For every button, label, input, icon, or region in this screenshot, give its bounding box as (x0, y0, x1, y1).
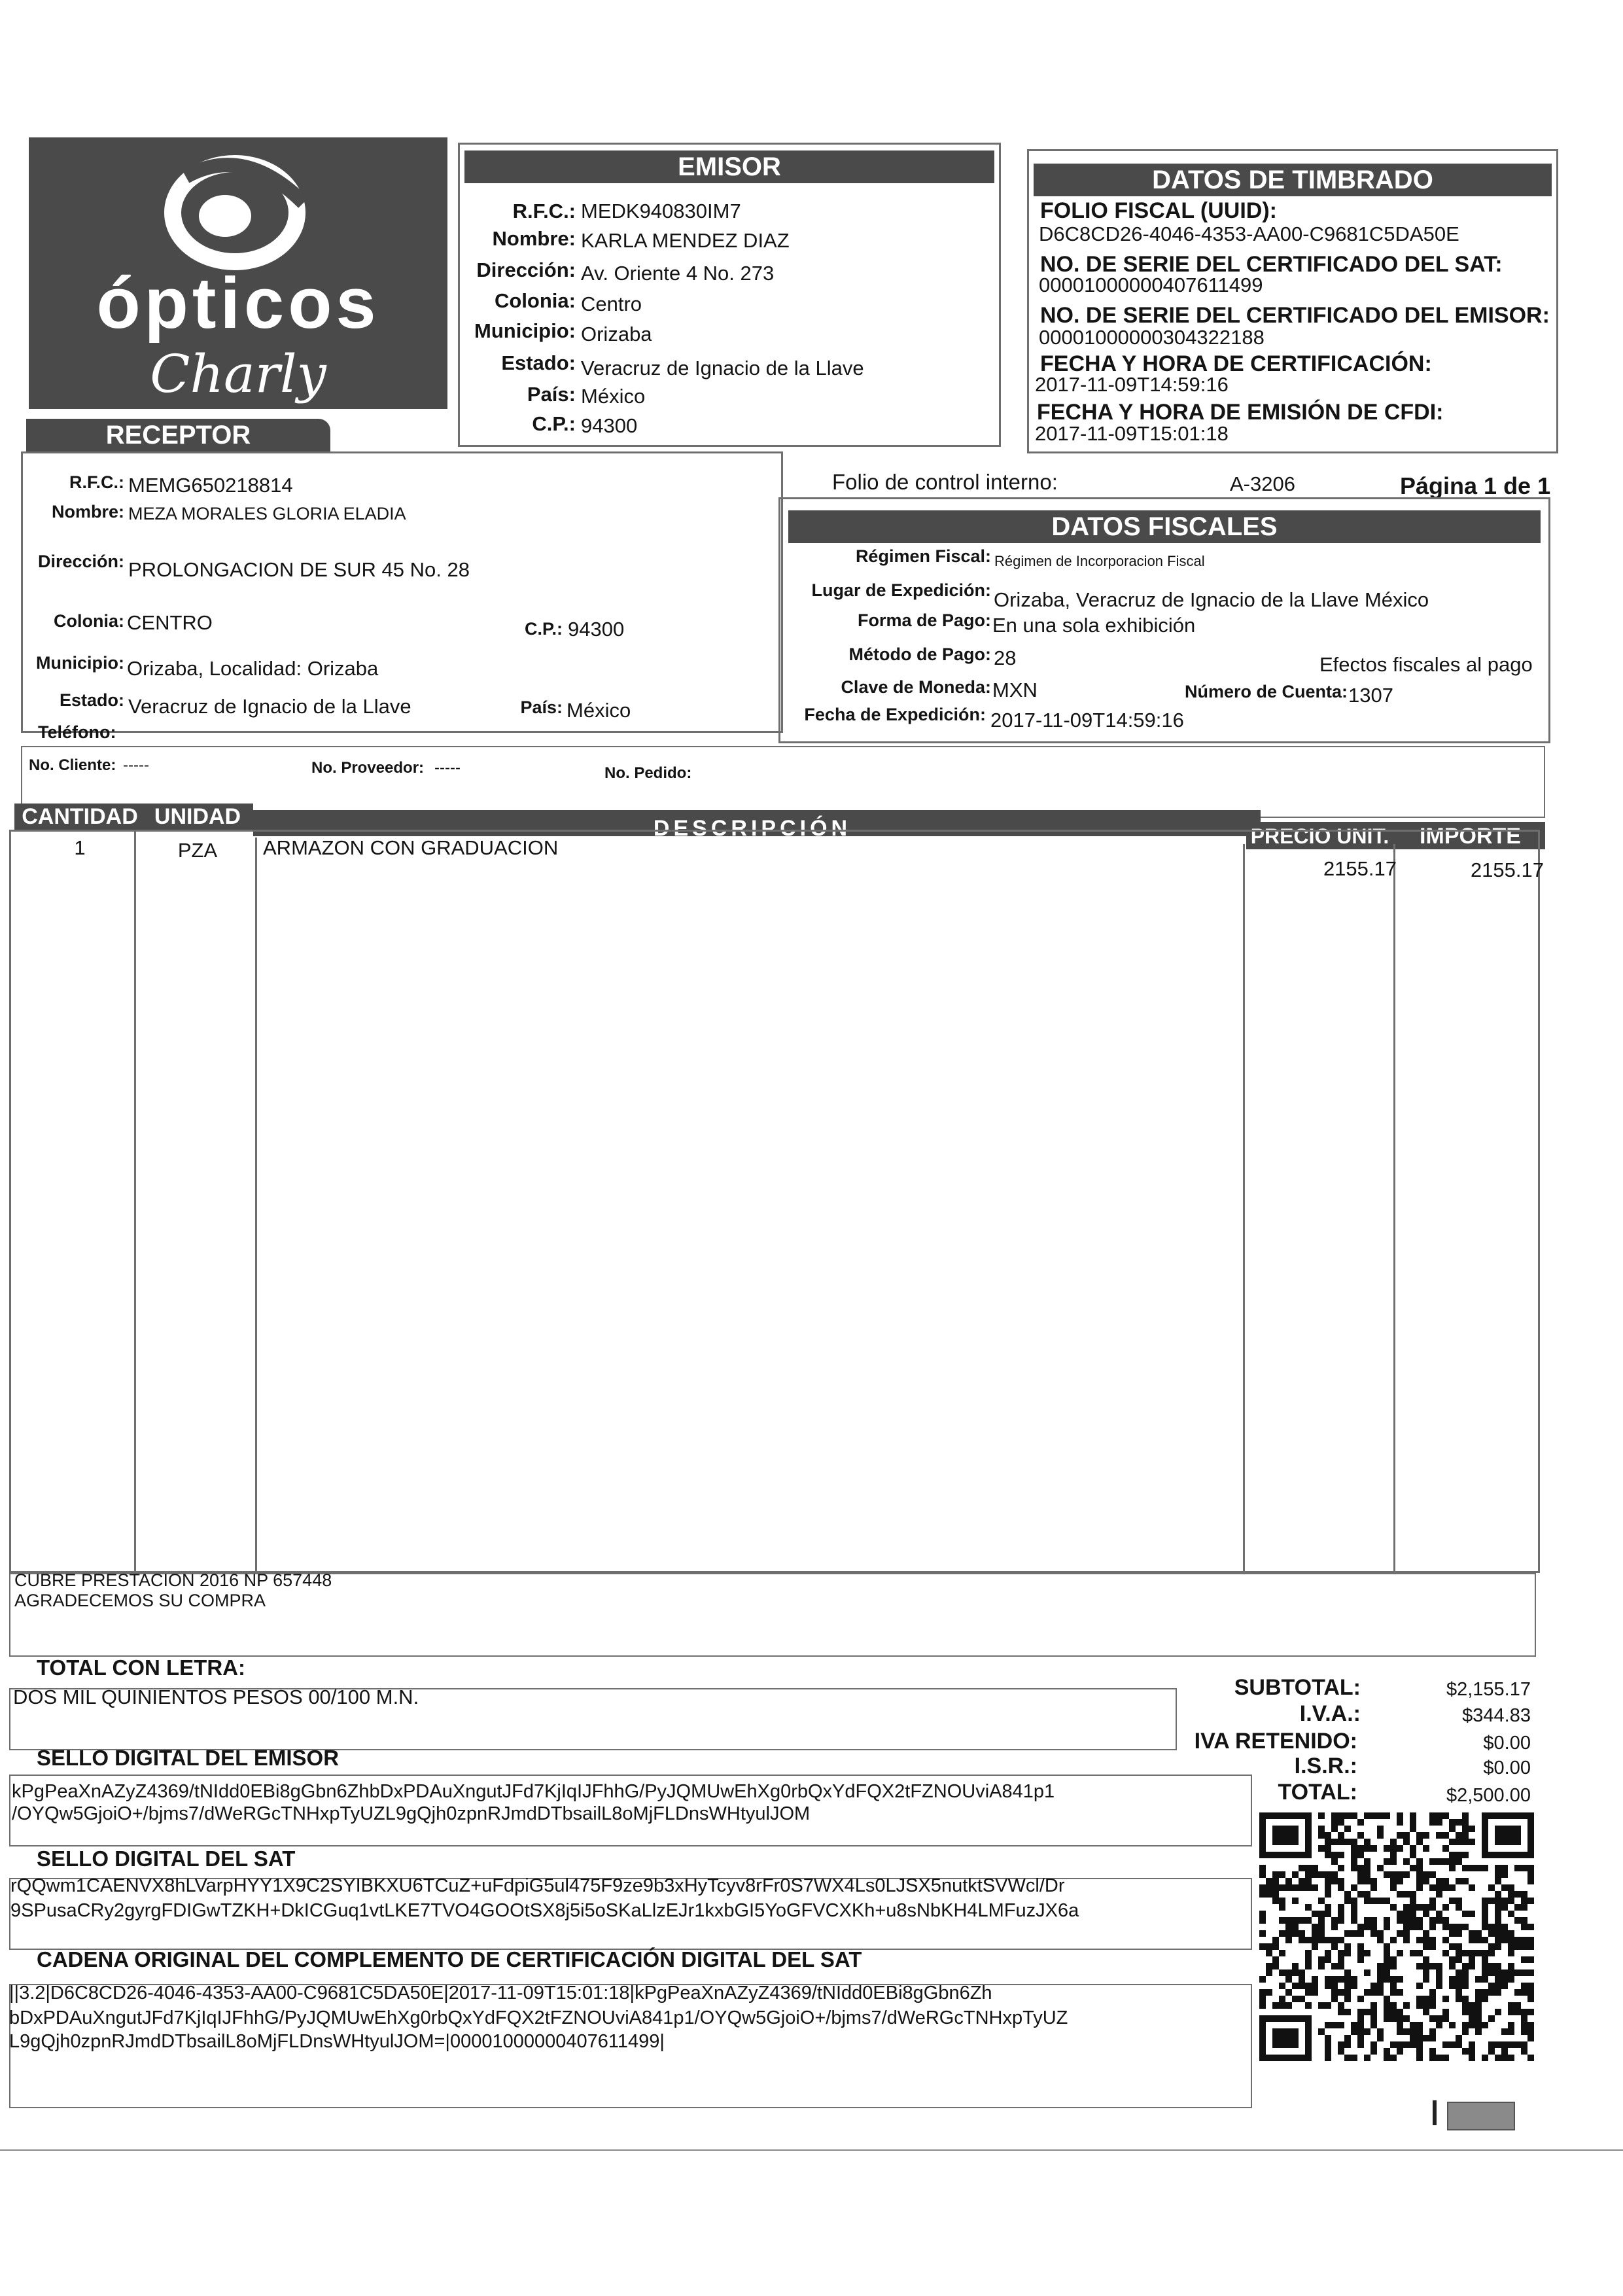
receptor-pais-label: País: (520, 698, 563, 717)
note-line: AGRADECEMOS SU COMPRA (14, 1591, 266, 1610)
row-importe: 2155.17 (1470, 858, 1544, 881)
sello-emisor-label: SELLO DIGITAL DEL EMISOR (37, 1746, 340, 1770)
timbrado-fecha-cert: 2017-11-09T14:59:16 (1035, 373, 1229, 396)
timbrado-cert-sat: 00001000000407611499 (1039, 274, 1263, 296)
isr-value: $0.00 (1483, 1757, 1531, 1778)
fiscales-cuenta-label: Número de Cuenta: (1184, 682, 1348, 701)
emisor-nombre-label: Nombre: (492, 227, 576, 250)
isr-label: I.S.R.: (1294, 1754, 1357, 1778)
logo-script-text: Charly (150, 344, 326, 404)
cliente-label: No. Cliente: (29, 756, 116, 774)
fiscales-regimen: Régimen de Incorporacion Fiscal (994, 553, 1205, 569)
fiscales-lugar-label: Lugar de Expedición: (811, 580, 991, 600)
row-precio: 2155.17 (1323, 857, 1397, 880)
timbrado-cert-emisor: 00001000000304322188 (1039, 326, 1265, 349)
col-cantidad-header: CANTIDAD (22, 804, 138, 829)
subtotal-label: SUBTOTAL: (1234, 1675, 1361, 1700)
col-importe-header: IMPORTE (1420, 824, 1521, 849)
timbrado-fecha-emision-label: FECHA Y HORA DE EMISIÓN DE CFDI: (1037, 400, 1444, 425)
col-divider (1393, 844, 1395, 1573)
receptor-municipio-label: Municipio: (36, 653, 124, 673)
table-body (9, 830, 1540, 1573)
timbrado-title: DATOS DE TIMBRADO (1034, 164, 1552, 196)
receptor-municipio: Orizaba, Localidad: Orizaba (127, 657, 379, 680)
proveedor-label: No. Proveedor: (311, 759, 425, 777)
cadena-label: CADENA ORIGINAL DEL COMPLEMENTO DE CERTIFICACIÓN DIGITAL DEL SAT (37, 1947, 862, 1971)
sello-sat-line: rQQwm1CAENVX8hLVarpHYY1X9C2SYIBKXU6TCuZ+uFdpiG5ul475F9ze9b3xHyTcyv8rFr0S7WX4Ls0LJSX5nutktSVWcl/Dr (10, 1875, 1065, 1896)
emisor-cp: 94300 (581, 414, 638, 437)
iva-retenido-label: IVA RETENIDO: (1194, 1729, 1357, 1754)
receptor-direccion-label: Dirección: (37, 552, 124, 571)
timbrado-cert-sat-label: NO. DE SERIE DEL CERTIFICADO DEL SAT: (1040, 252, 1503, 277)
page-indicator: Página 1 de 1 (1400, 472, 1551, 499)
row-descripcion: ARMAZON CON GRADUACION (263, 836, 559, 859)
timbrado-fecha-cert-label: FECHA Y HORA DE CERTIFICACIÓN: (1040, 351, 1432, 376)
total-letra-value: DOS MIL QUINIENTOS PESOS 00/100 M.N. (13, 1686, 419, 1708)
receptor-title: RECEPTOR (26, 419, 330, 451)
receptor-nombre-label: Nombre: (51, 502, 124, 521)
fiscales-title: DATOS FISCALES (788, 510, 1541, 543)
stamp-icon (1447, 2102, 1515, 2130)
receptor-cp: 94300 (568, 618, 625, 641)
cadena-line: ||3.2|D6C8CD26-4046-4353-AA00-C9681C5DA50E|2017-11-09T15:01:18|kPgPeaXnAZyZ4369/tNIdd0EBi8gGbn6Zh (9, 1983, 992, 2004)
emisor-municipio: Orizaba (581, 323, 652, 345)
receptor-nombre: MEZA MORALES GLORIA ELADIA (128, 504, 406, 523)
emisor-colonia: Centro (581, 292, 642, 315)
emisor-pais-label: País: (527, 383, 576, 406)
brand-logo (29, 137, 447, 409)
emisor-rfc: MEDK940830IM7 (581, 200, 741, 222)
emisor-estado: Veracruz de Ignacio de la Llave (581, 357, 864, 380)
logo-brand-text: ópticos (96, 263, 380, 344)
folio-control-label: Folio de control interno: (832, 470, 1058, 494)
row-cantidad: 1 (74, 836, 86, 859)
iva-value: $344.83 (1462, 1705, 1531, 1726)
emisor-title: EMISOR (464, 150, 994, 183)
iva-label: I.V.A.: (1299, 1701, 1361, 1726)
sello-emisor-line: /OYQw5GjoiO+/bjms7/dWeRGcTNHxpTyUZL9gQjh0zpnRJmdDTbsailL8oMjFLDnsWHtyulJOM (12, 1803, 811, 1824)
total-letra-label: TOTAL CON LETRA: (37, 1655, 245, 1680)
col-descripcion-header: DESCRIPCIÓN (653, 816, 852, 841)
receptor-rfc: MEMG650218814 (128, 474, 293, 497)
fiscales-moneda: MXN (992, 679, 1038, 701)
emisor-colonia-label: Colonia: (495, 289, 576, 312)
receptor-rfc-label: R.F.C.: (69, 472, 124, 492)
sello-sat-line: 9SPusaCRy2gyrgFDIGwTZKH+DkICGuq1vtLKE7TVO4GOOtSX8j5i5oSKaLlzEJr1kxbGI5YoGFVCXKh+u8sNbKH4LMFuzJX6a (10, 1900, 1079, 1921)
emisor-estado-label: Estado: (501, 351, 576, 374)
fiscales-forma: En una sola exhibición (992, 614, 1196, 637)
qr-code-icon (1259, 1812, 1534, 2061)
cadena-line: bDxPDAuXngutJFd7KjIqIJFhhG/PyJQMUwEhXg0rbQxYdFQX2tFZNOUviA841p1/OYQw5GjoiO+/bjms7/dWeRGcTNHxpTyUZ (9, 2007, 1068, 2028)
fiscales-metodo-label: Método de Pago: (848, 645, 991, 664)
cadena-line: L9gQjh0zpnRJmdDTbsailL8oMjFLDnsWHtyulJOM=|00001000000407611499| (9, 2031, 665, 2052)
receptor-pais: México (567, 699, 631, 722)
timbrado-fecha-emision: 2017-11-09T15:01:18 (1035, 422, 1229, 445)
emisor-direccion: Av. Oriente 4 No. 273 (581, 262, 775, 285)
timbrado-folio-label: FOLIO FISCAL (UUID): (1040, 198, 1277, 223)
timbrado-folio: D6C8CD26-4046-4353-AA00-C9681C5DA50E (1039, 222, 1459, 245)
col-divider (1243, 844, 1245, 1573)
fiscales-efectos: Efectos fiscales al pago (1319, 653, 1533, 676)
total-value: $2,500.00 (1446, 1785, 1531, 1806)
fiscales-moneda-label: Clave de Moneda: (841, 677, 991, 697)
iva-retenido-value: $0.00 (1483, 1733, 1531, 1754)
folio-control-value: A-3206 (1230, 472, 1295, 495)
note-line: CUBRE PRESTACION 2016 NP 657448 (14, 1570, 332, 1590)
row-unidad: PZA (177, 839, 218, 862)
receptor-telefono-label: Teléfono: (38, 722, 116, 742)
emisor-direccion-label: Dirección: (476, 258, 576, 281)
receptor-direccion: PROLONGACION DE SUR 45 No. 28 (128, 558, 470, 581)
proveedor-value: ----- (434, 759, 461, 777)
bottom-rule (0, 2149, 1623, 2151)
fiscales-forma-label: Forma de Pago: (857, 610, 991, 630)
sello-sat-label: SELLO DIGITAL DEL SAT (37, 1846, 296, 1871)
fiscales-lugar: Orizaba, Veracruz de Ignacio de la Llave México (994, 588, 1429, 611)
emisor-rfc-label: R.F.C.: (512, 200, 576, 222)
pedido-label: No. Pedido: (604, 764, 692, 782)
fiscales-regimen-label: Régimen Fiscal: (855, 546, 991, 566)
separator-mark (1433, 2100, 1437, 2125)
cliente-value: ----- (123, 756, 149, 774)
receptor-colonia-label: Colonia: (54, 611, 124, 631)
emisor-municipio-label: Municipio: (474, 319, 576, 342)
fiscales-metodo: 28 (994, 646, 1017, 669)
emisor-cp-label: C.P.: (532, 412, 576, 435)
col-unidad-header: UNIDAD (154, 804, 241, 829)
fiscales-fecha: 2017-11-09T14:59:16 (990, 709, 1184, 732)
receptor-cp-label: C.P.: (524, 619, 563, 639)
receptor-estado-label: Estado: (59, 690, 124, 710)
col-divider (134, 831, 136, 1573)
receptor-estado: Veracruz de Ignacio de la Llave (128, 695, 411, 718)
receptor-colonia: CENTRO (127, 611, 213, 634)
col-divider (255, 838, 257, 1573)
col-precio-header: PRECIO UNIT. (1250, 824, 1389, 848)
fiscales-fecha-label: Fecha de Expedición: (804, 705, 986, 724)
timbrado-cert-emisor-label: NO. DE SERIE DEL CERTIFICADO DEL EMISOR: (1040, 303, 1550, 328)
fiscales-cuenta: 1307 (1348, 684, 1393, 707)
sello-emisor-line: kPgPeaXnAZyZ4369/tNIdd0EBi8gGbn6ZhbDxPDAuXngutJFd7KjIqIJFhhG/PyJQMUwEhXg0rbQxYdFQX2tFZNOUviA841p1 (12, 1781, 1055, 1802)
emisor-pais: México (581, 385, 646, 408)
emisor-nombre: KARLA MENDEZ DIAZ (581, 229, 790, 252)
subtotal-value: $2,155.17 (1446, 1679, 1531, 1700)
total-label: TOTAL: (1278, 1780, 1357, 1805)
